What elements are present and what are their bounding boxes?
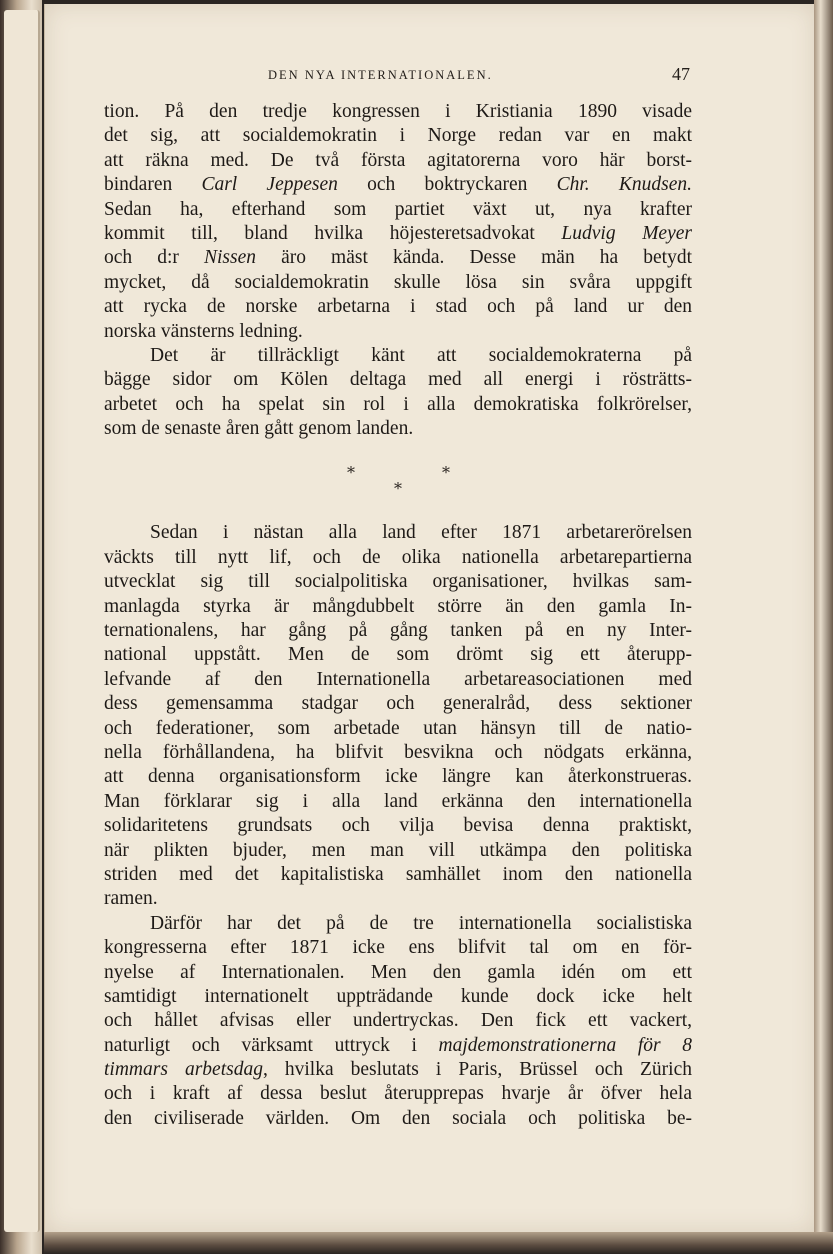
text-line: Därför har det på de tre internationella socialistiska [150,912,692,934]
text-line: lefvande af den Internationella arbetareasociationen med [104,668,692,690]
asterisk-ornament: * [442,463,450,483]
text-line: Man förklarar sig i alla land erkänna den internationella [104,790,692,812]
person-name-chr-knudsen: Chr. Knudsen. [556,174,692,196]
text-line: och hållet afvisas eller undertryckas. Den fick ett vackert, [104,1010,692,1032]
text-line: utvecklat sig till socialpolitiska organisationer, hvilkas sam- [104,571,692,593]
text-line: nella förhållandena, ha blifvit besvikna och nödgats erkänna, [104,741,692,763]
text-line: tion. På den tredje kongressen i Kristiania 1890 visade [104,101,692,122]
text-line: och federationer, som arbetade utan hänsyn till de natio- [104,717,692,739]
book-bottom-edge [44,1232,833,1254]
text-line: solidaritetens grundsats och vilja bevisa denna praktiskt, [104,815,692,837]
person-name-nissen: Nissen [203,247,256,269]
text-line: samtidigt internationelt uppträdande kunde dock icke helt [104,985,692,1007]
paragraph-1 [104,100,692,344]
text-line: arbetet och ha spelat sin rol i alla demokratiska folkrörelser, [104,393,692,415]
text-line: och i kraft af dessa beslut återupprepas hvarje år öfver hela [104,1083,692,1105]
text-line: naturligt och värksamt uttryck i majdemonstrationerna för 8 [104,1034,692,1056]
asterisk-ornament: * [347,463,355,483]
page-body [104,100,692,1131]
text-line: det sig, att socialdemokratin i Norge redan var en makt [104,125,692,147]
book-right-edge [814,0,833,1254]
person-name-ludvig-meyer: Ludvig Meyer [561,222,692,244]
page-number: 47 [672,64,690,84]
text-line: manlagda styrka är mångdubbelt större än den gamla In- [104,595,692,617]
text-line: kommit till, bland hvilka höjesteretsadvokat Ludvig Meyer [104,222,692,244]
text-line: Sedan i nästan alla land efter 1871 arbetarerörelsen [150,522,692,544]
text-line: mycket, då socialdemokratin skulle lösa sin svåra uppgift [104,271,692,293]
previous-page-edge [4,10,40,1232]
text-line: att räkna med. De två första agitatorerna voro här borst- [104,149,692,171]
text-line: när plikten bjuder, men man vill utkämpa den politiska [104,839,692,861]
text-line: national uppstått. Men de som drömt sig ett återupp- [104,644,692,666]
text-line: väckts till nytt lif, och de olika nationella arbetarepartierna [104,546,692,568]
text-line: kongresserna efter 1871 icke ens blifvit tal om en för- [104,937,692,959]
text-line: norska vänsterns ledning. [104,320,303,342]
paragraph-4 [104,912,692,1132]
page-header [104,64,692,90]
text-line: timmars arbetsdag, hvilka beslutats i Paris, Brüssel och Zürich [104,1059,692,1081]
text-line: Det är tillräckligt känt att socialdemokraterna på [150,344,692,366]
text-line: att denna organisationsform icke längre kan återkonstrueras. [104,766,692,788]
text-line: den civiliserade världen. Om den sociala och politiska be- [104,1107,692,1129]
paragraph-2 [104,344,692,442]
running-head: DEN NYA INTERNATIONALEN. [268,68,493,82]
person-name-carl-jeppesen: Carl Jeppesen [201,174,338,196]
paragraph-3 [104,521,692,911]
text-line: ramen. [104,888,158,910]
section-separator [104,441,692,521]
text-line: och d:r Nissen äro mäst kända. Desse män ha betydt [104,247,692,269]
text-line: dess gemensamma stadgar och generalråd, dess sektioner [104,693,692,715]
text-line: att rycka de norske arbetarna i stad och på land ur den [104,296,692,318]
text-line: bägge sidor om Kölen deltaga med all energi i rösträtts- [104,369,692,391]
text-line: ternationalens, har gång på gång tanken på en ny Inter- [104,620,692,642]
text-line: striden med det kapitalistiska samhället inom den nationella [104,863,692,885]
asterisk-ornament: * [394,479,402,499]
italic-phrase-timmars-arbetsdag: timmars arbetsdag [104,1059,263,1081]
text-line: nyelse af Internationalen. Men den gamla idén om ett [104,961,692,983]
text-line: Sedan ha, efterhand som partiet växt ut, nya krafter [104,198,692,220]
text-line: bindaren Carl Jeppesen och boktryckaren Chr. Knudsen. [104,174,692,196]
italic-phrase-majdemonstrationerna: majdemonstrationerna för 8 [438,1034,692,1056]
text-line: som de senaste åren gått genom landen. [104,418,414,440]
